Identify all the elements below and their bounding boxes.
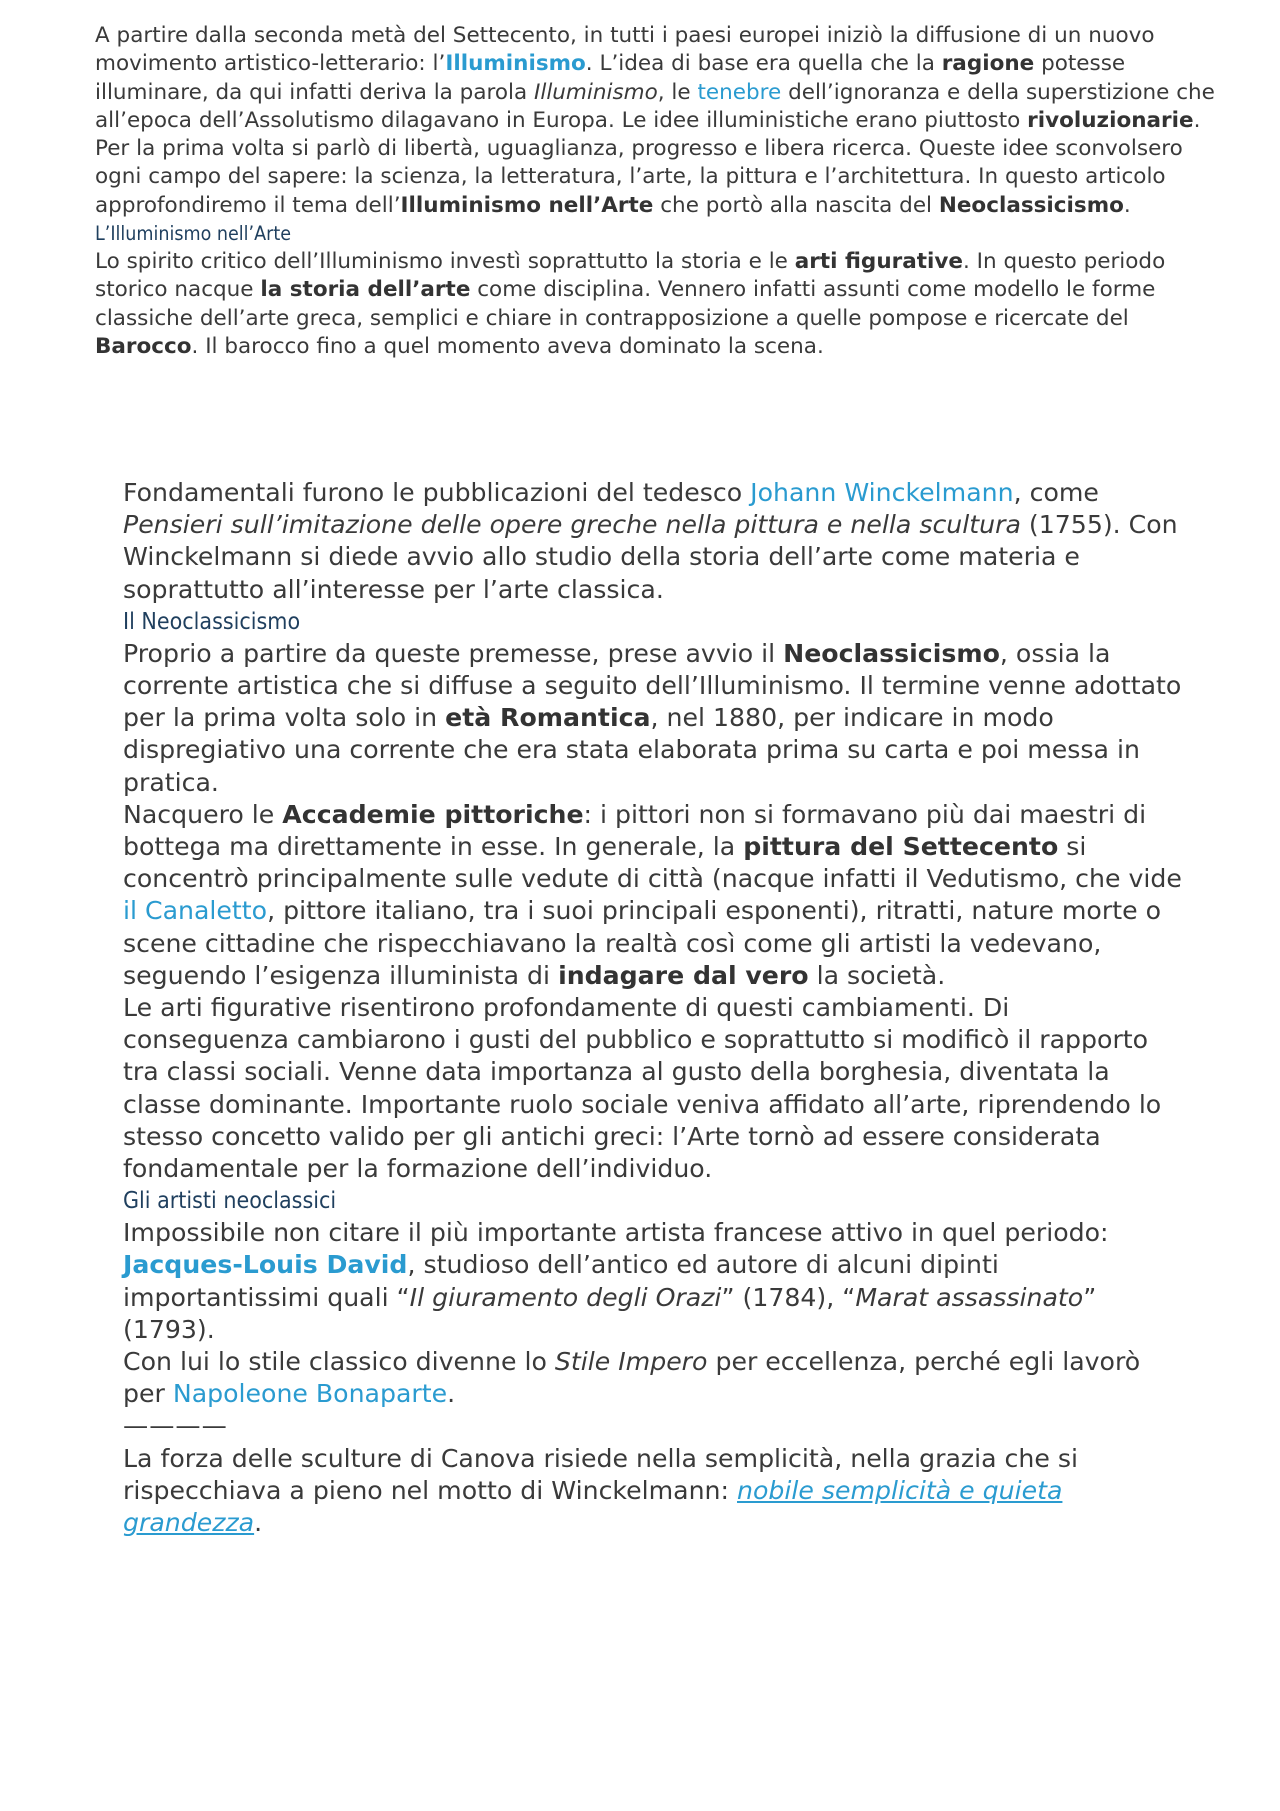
artisti-neoclassici-heading: Gli artisti neoclassici	[123, 1188, 337, 1215]
winckelmann-link[interactable]: Johann Winckelmann	[750, 478, 1014, 507]
illuminismo-arte-paragraph: Lo spirito critico dell’Illuminismo investì soprattutto la storia e le arti figurative. In questo periodo storico nacque la storia dell’arte come disciplina. Vennero infatti assunti come modello le forme classiche dell’arte greca, semplici e chiare in contrapposizione a quelle pompose e ricercate del Barocco. Il barocco fino a quel momento aveva dominato la scena.	[95, 249, 1166, 359]
canova-paragraph: La forza delle sculture di Canova risiede nella semplicità, nella grazia che si rispecchiava a pieno nel motto di Winckelmann: nobile semplicità e quieta grandezza.	[123, 1443, 1078, 1538]
stile-impero-paragraph: Con lui lo stile classico divenne lo Stile Impero per eccellenza, perché egli lavorò per Napoleone Bonaparte.	[123, 1347, 1141, 1409]
motto-link[interactable]: nobile semplicità e quieta grandezza	[123, 1475, 1063, 1538]
david-paragraph: Impossibile non citare il più importante artista francese attivo in quel periodo: Jacques-Louis David, studioso dell’antico ed autore di alcuni dipinti importantissimi quali “Il giuramento degli Orazi” (1784), “Marat assassinato” (1793).	[123, 1218, 1109, 1344]
canaletto-link[interactable]: il Canaletto	[123, 896, 268, 926]
david-link[interactable]: Jacques-Louis David	[123, 1250, 408, 1280]
article-intro-section	[95, 22, 1225, 361]
accademie-paragraph: Nacquero le Accademie pittoriche: i pittori non si formavano più dai maestri di bottega ma direttamente in esse. In generale, la pittura del Settecento si concentrò principalmente sulle vedute di città (nacque infatti il Vedutismo, che vide il Canaletto, pittore italiano, tra i suoi principali esponenti), ritratti, nature morte o scene cittadine che rispecchiavano la realtà così come gli artisti la vedevano, seguendo l’esigenza illuminista di indagare dal vero la società.	[123, 799, 1182, 990]
illuminismo-link[interactable]: Illuminismo	[445, 51, 586, 77]
neoclassicismo-paragraph: Proprio a partire da queste premesse, prese avvio il Neoclassicismo, ossia la corrente artistica che si diffuse a seguito dell’Illuminismo. Il termine venne adottato per la prima volta solo in età Romantica, nel 1880, per indicare in modo dispregiativo una corrente che era stata elaborata prima su carta e poi messa in pratica.	[123, 638, 1182, 797]
article-main-section	[123, 477, 1183, 1539]
illuminismo-arte-heading: L’Illuminismo nell’Arte	[95, 222, 291, 246]
separator-dashes: ————	[123, 1411, 228, 1441]
napoleone-link[interactable]: Napoleone Bonaparte	[172, 1379, 448, 1409]
intro-paragraph: A partire dalla seconda metà del Settecento, in tutti i paesi europei iniziò la diffusione di un nuovo movimento artistico-letterario: l’Illuminismo. L’idea di base era quella che la ragione potesse illuminare, da qui infatti deriva la parola Illuminismo, le tenebre dell’ignoranza e della superstizione che all’epoca dell’Assolutismo dilagavano in Europa. Le idee illuministiche erano piuttosto rivoluzionarie. Per la prima volta si parlò di libertà, uguaglianza, progresso e libera ricerca. Queste idee sconvolsero ogni campo del sapere: la scienza, la letteratura, l’arte, la pittura e l’architettura. In questo articolo approfondiremo il tema dell’Illuminismo nell’Arte che portò alla nascita del Neoclassicismo.	[95, 23, 1215, 218]
tenebre-link[interactable]: tenebre	[697, 79, 782, 105]
arti-figurative-paragraph: Le arti figurative risentirono profondamente di questi cambiamenti. Di conseguenza cambiarono i gusti del pubblico e soprattutto si modificò il rapporto tra classi sociali. Venne data importanza al gusto della borghesia, diventata la classe dominante. Importante ruolo sociale veniva affidato all’arte, riprendendo lo stesso concetto valido per gli antichi greci: l’Arte tornò ad essere considerata fondamentale per la formazione dell’individuo.	[123, 993, 1162, 1184]
winckelmann-paragraph: Fondamentali furono le pubblicazioni del tedesco Johann Winckelmann, come Pensieri sull’imitazione delle opere greche nella pittura e nella scultura (1755). Con Winckelmann si diede avvio allo studio della storia dell’arte come materia e soprattutto all’interesse per l’arte classica.	[123, 478, 1178, 604]
neoclassicismo-heading: Il Neoclassicismo	[123, 608, 301, 635]
